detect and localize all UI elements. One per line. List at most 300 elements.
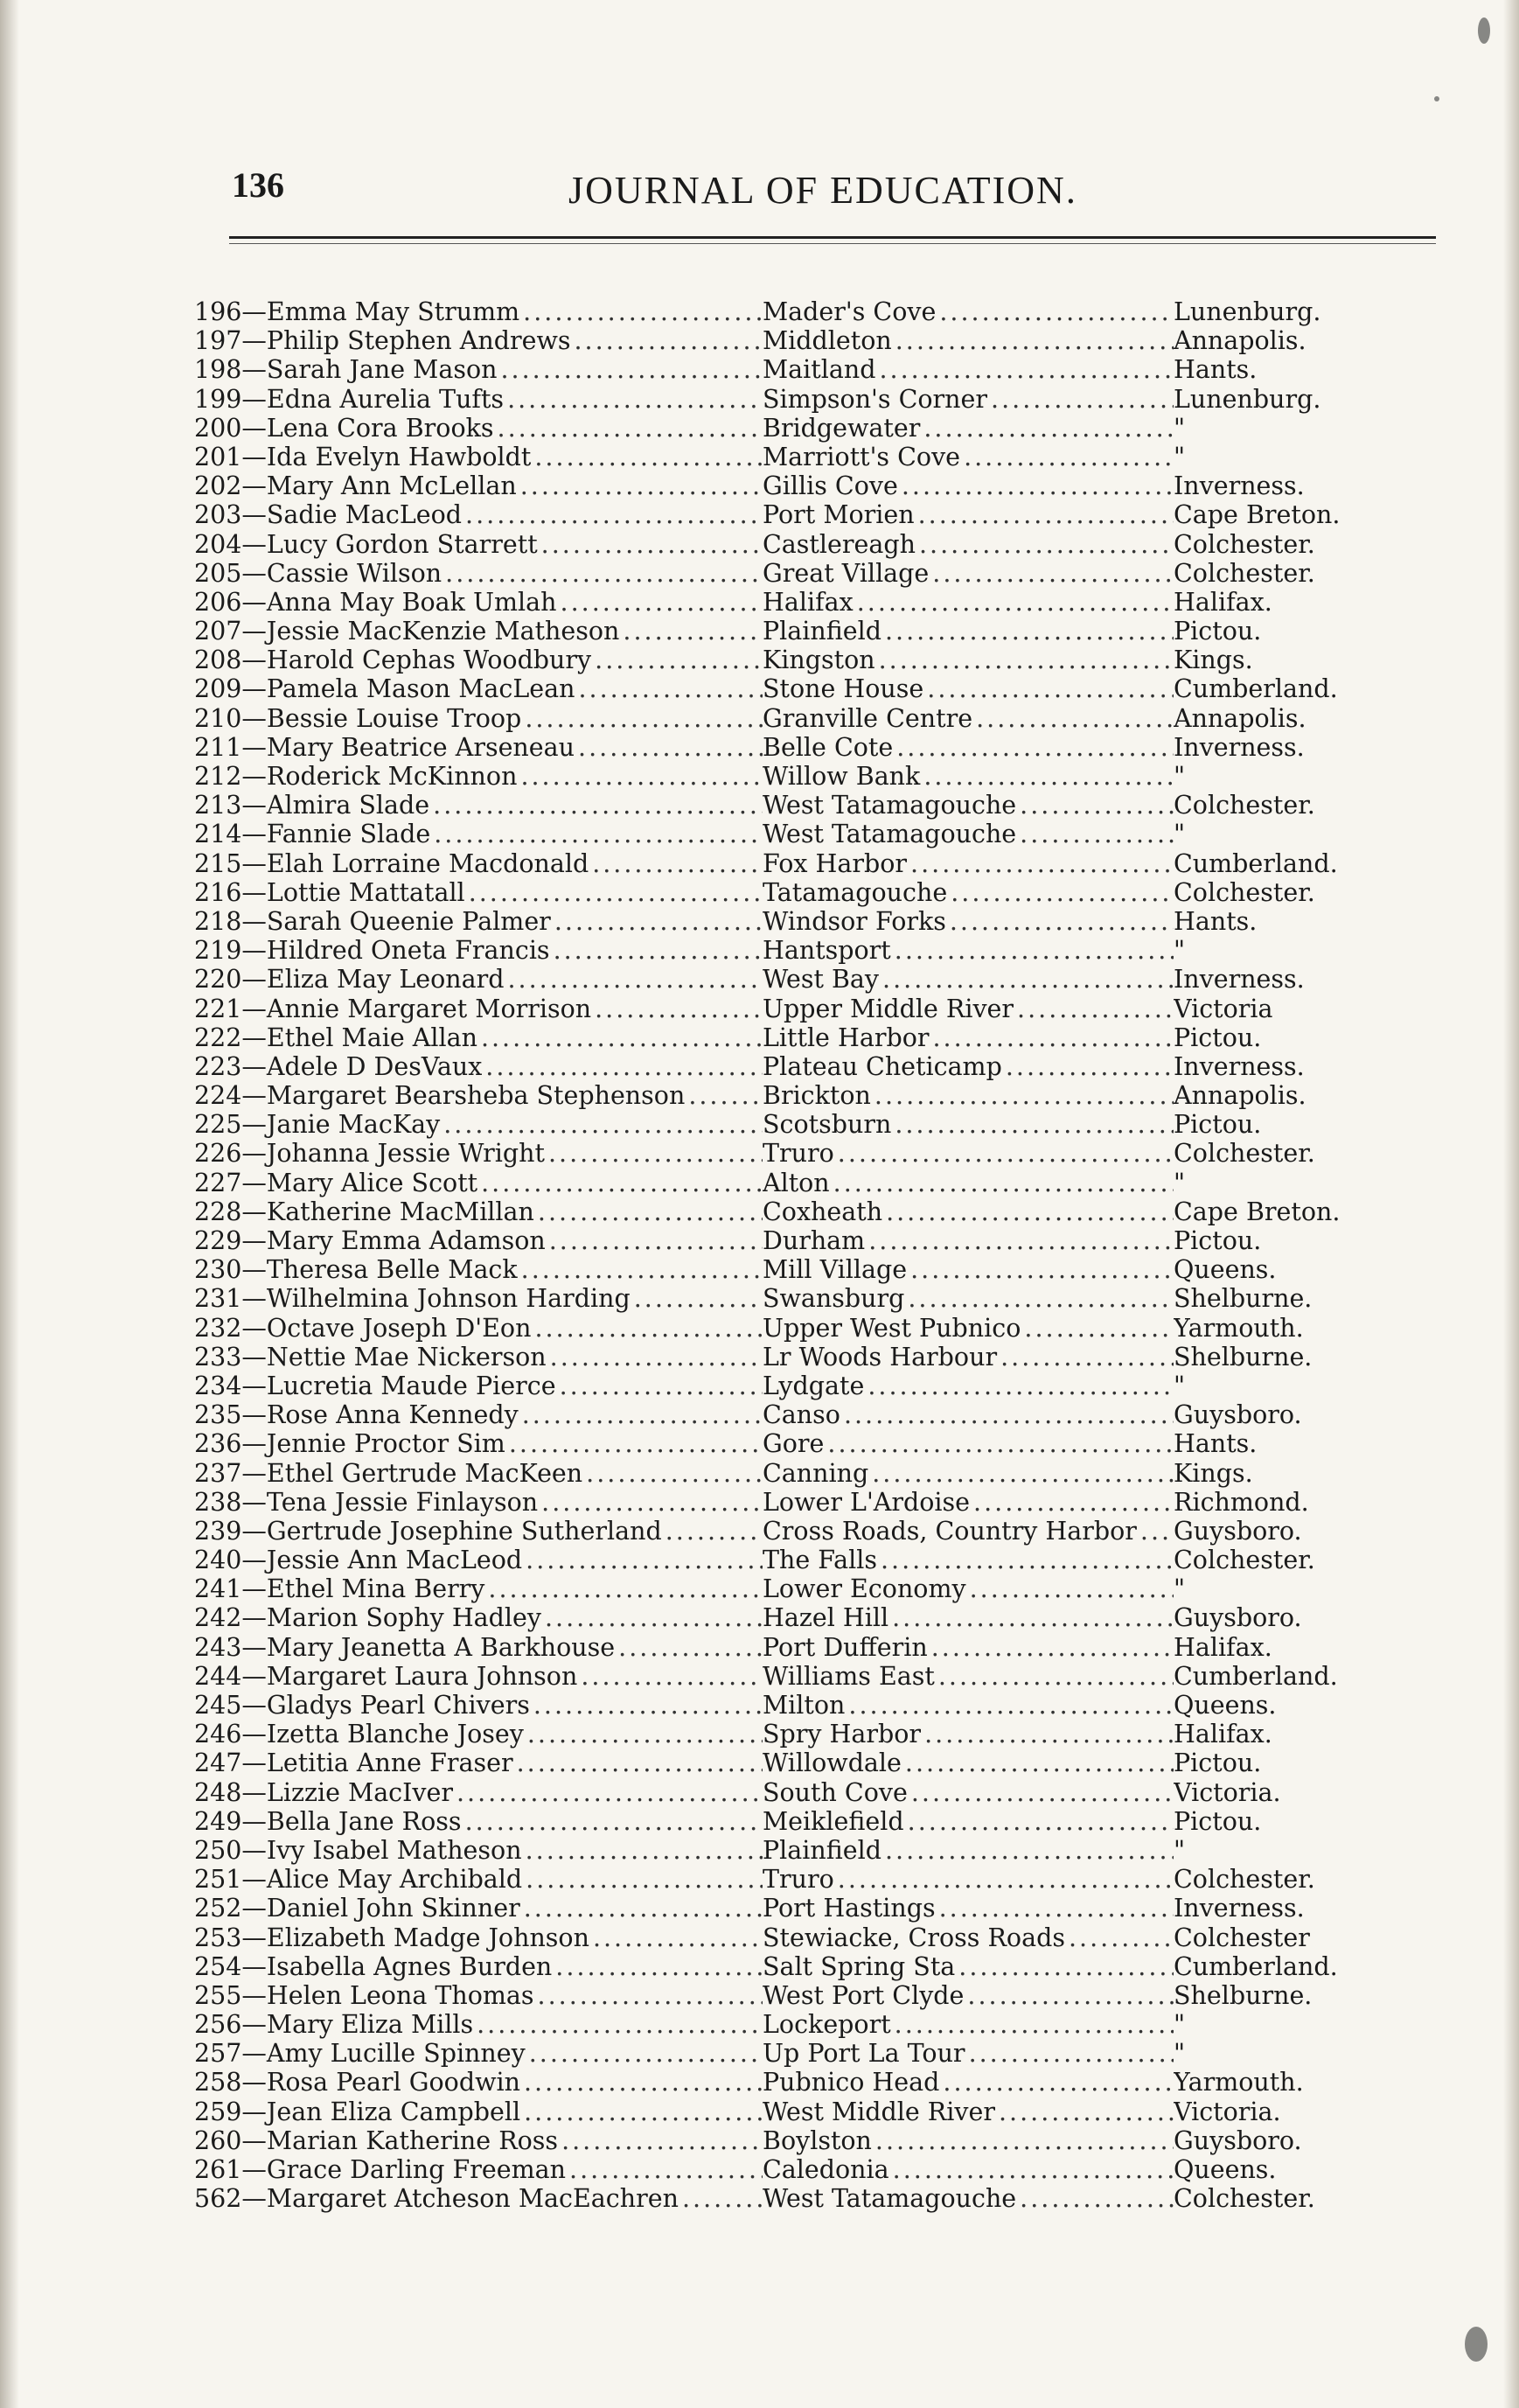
entry-name-cell	[194, 559, 763, 588]
entry-name: 227—Mary Alice Scott	[194, 1168, 478, 1197]
entry-name: 223—Adele D DesVaux	[194, 1051, 483, 1081]
list-item	[194, 2155, 1401, 2184]
entry-place: Caledonia	[763, 2155, 889, 2184]
entry-name-cell	[194, 588, 763, 617]
entry-place-cell	[763, 414, 1174, 443]
entry-county: Richmond.	[1174, 1487, 1309, 1517]
entry-name-cell	[194, 704, 763, 733]
entry-name: 259—Jean Eliza Campbell	[194, 2097, 521, 2126]
entry-name-cell	[194, 733, 763, 762]
entry-place: Gillis Cove	[763, 471, 898, 501]
entry-county: Guysboro.	[1174, 1603, 1302, 1633]
leader-dots	[534, 443, 763, 471]
leader-dots	[529, 2039, 763, 2068]
entry-place: Meiklefield	[763, 1806, 904, 1836]
entry-place-cell	[763, 1952, 1174, 1981]
entry-county: Hants.	[1174, 1429, 1258, 1459]
entry-place-cell	[763, 1169, 1174, 1197]
leader-dots	[895, 1110, 1174, 1139]
entry-county: Queens.	[1174, 1691, 1277, 1720]
entry-place: Salt Spring Sta	[763, 1951, 956, 1981]
leader-dots	[868, 1372, 1174, 1400]
entry-name: 254—Isabella Agnes Burden	[194, 1951, 553, 1981]
entry-county: Colchester.	[1174, 1865, 1315, 1895]
entry-name-cell	[194, 1807, 763, 1836]
entry-name: 199—Edna Aurelia Tufts	[194, 384, 505, 414]
entry-place: Tatamagouche	[763, 877, 948, 907]
list-item	[194, 1255, 1401, 1284]
entry-place-cell	[763, 2126, 1174, 2155]
entry-name-cell	[194, 1981, 763, 2010]
entry-name-cell	[194, 1081, 763, 1110]
list-item	[194, 995, 1401, 1023]
entry-place: Port Morien	[763, 500, 915, 530]
leader-dots	[520, 762, 763, 791]
list-item	[194, 1429, 1401, 1458]
list-item	[194, 1343, 1401, 1372]
entry-name: 255—Helen Leona Thomas	[194, 1980, 534, 2010]
entry-name-cell	[194, 443, 763, 471]
leader-dots	[592, 849, 763, 878]
leader-dots	[1024, 1314, 1174, 1343]
entry-name: 239—Gertrude Josephine Sutherland	[194, 1516, 662, 1546]
list-item	[194, 588, 1401, 617]
entry-name: 196—Emma May Strumm	[194, 297, 520, 326]
entry-name-cell	[194, 2068, 763, 2097]
page-number: 136	[232, 165, 284, 205]
entry-name: 244—Margaret Laura Johnson	[194, 1661, 578, 1691]
entry-name-cell	[194, 530, 763, 559]
leader-dots	[465, 1807, 763, 1836]
entry-county: Pictou.	[1174, 1226, 1262, 1255]
entry-name-cell	[194, 820, 763, 848]
leader-dots	[541, 530, 763, 559]
entry-name: 211—Mary Beatrice Arseneau	[194, 732, 575, 762]
entry-county: Yarmouth.	[1174, 2068, 1304, 2097]
entry-name-cell	[194, 617, 763, 646]
entry-place-cell	[763, 1748, 1174, 1777]
entry-name: 212—Roderick McKinnon	[194, 762, 518, 791]
entry-name: 241—Ethel Mina Berry	[194, 1574, 485, 1604]
entry-place: West Port Clyde	[763, 1980, 965, 2010]
leader-dots	[538, 1197, 763, 1226]
entry-name-cell	[194, 1488, 763, 1517]
entry-place-cell	[763, 791, 1174, 820]
list-item	[194, 1574, 1401, 1603]
list-item	[194, 1139, 1401, 1168]
entry-place: Lockeport	[763, 2010, 891, 2040]
list-item	[194, 297, 1401, 326]
entry-county: Queens.	[1174, 1255, 1277, 1285]
leader-dots	[879, 646, 1174, 674]
leader-dots	[526, 1865, 763, 1894]
entry-place: Upper West Pubnico	[763, 1313, 1021, 1343]
entry-name: 229—Mary Emma Adamson	[194, 1226, 546, 1255]
list-item	[194, 1081, 1401, 1110]
entry-place: Plateau Cheticamp	[763, 1051, 1002, 1081]
entry-place: Spry Harbor	[763, 1720, 922, 1749]
entry-name: 203—Sadie MacLeod	[194, 500, 463, 530]
list-item	[194, 1517, 1401, 1546]
entry-county: Shelburne.	[1174, 1980, 1313, 2010]
list-item	[194, 1226, 1401, 1255]
entry-place: Marriott's Cove	[763, 442, 961, 471]
entry-place-cell	[763, 762, 1174, 791]
entry-name-cell	[194, 2155, 763, 2184]
leader-dots	[892, 1603, 1174, 1632]
entry-name: 233—Nettie Mae Nickerson	[194, 1342, 547, 1372]
leader-dots	[575, 326, 763, 355]
entry-place-cell	[763, 1981, 1174, 2010]
entry-place-cell	[763, 530, 1174, 559]
entry-place: Lr Woods Harbour	[763, 1342, 998, 1372]
entry-county: Hants.	[1174, 906, 1258, 936]
entry-place-cell	[763, 820, 1174, 848]
entry-name: 226—Johanna Jessie Wright	[194, 1139, 545, 1169]
entry-name: 201—Ida Evelyn Hawboldt	[194, 442, 532, 471]
leader-dots	[943, 2068, 1174, 2097]
entry-name: 228—Katherine MacMillan	[194, 1197, 534, 1226]
entry-county: Colchester.	[1174, 791, 1315, 820]
entry-county: Inverness.	[1174, 965, 1305, 995]
entry-place-cell	[763, 849, 1174, 878]
leader-dots	[838, 1139, 1174, 1168]
leader-dots	[999, 2097, 1174, 2126]
entry-name-cell	[194, 1314, 763, 1343]
leader-dots	[964, 443, 1174, 471]
leader-dots	[569, 2155, 763, 2184]
entry-place: Plainfield	[763, 617, 881, 646]
entry-name-cell	[194, 1372, 763, 1400]
entry-place: Simpson's Corner	[763, 384, 988, 414]
entry-place: South Cove	[763, 1777, 908, 1807]
entry-place-cell	[763, 2039, 1174, 2068]
leader-dots	[902, 471, 1174, 500]
entry-name-cell	[194, 1778, 763, 1807]
entry-county: Victoria.	[1174, 2097, 1281, 2126]
ink-speck	[1465, 2327, 1488, 2362]
leader-dots	[533, 1691, 763, 1720]
entry-name-cell	[194, 995, 763, 1023]
leader-dots	[874, 1081, 1174, 1110]
entry-name: 249—Bella Jane Ross	[194, 1806, 462, 1836]
entry-place-cell	[763, 1517, 1174, 1546]
leader-dots	[1140, 1517, 1174, 1546]
entry-name-cell	[194, 1633, 763, 1662]
leader-dots	[595, 646, 763, 674]
entry-place-cell	[763, 1574, 1174, 1603]
entry-place-cell	[763, 2155, 1174, 2184]
entry-name: 258—Rosa Pearl Goodwin	[194, 2068, 520, 2097]
entry-name-cell	[194, 1517, 763, 1546]
entry-county: Colchester.	[1174, 1139, 1315, 1169]
entry-county: Annapolis.	[1174, 703, 1306, 733]
entry-place: Truro	[763, 1139, 834, 1169]
entry-name-cell	[194, 1662, 763, 1691]
leader-dots	[910, 1255, 1174, 1284]
entry-place-cell	[763, 1197, 1174, 1226]
entry-name-cell	[194, 1952, 763, 1981]
leader-dots	[1020, 820, 1174, 848]
entry-county: "	[1174, 1371, 1186, 1400]
entry-place: Plainfield	[763, 1835, 881, 1865]
entry-name: 238—Tena Jessie Finlayson	[194, 1487, 539, 1517]
entry-place: Canso	[763, 1400, 840, 1430]
leader-dots	[481, 1169, 763, 1197]
leader-dots	[469, 878, 763, 907]
entry-name-cell	[194, 1865, 763, 1894]
entry-place-cell	[763, 1081, 1174, 1110]
leader-dots	[550, 1343, 763, 1372]
list-item	[194, 443, 1401, 471]
leader-dots	[857, 588, 1174, 617]
list-item	[194, 617, 1401, 646]
entry-place-cell	[763, 588, 1174, 617]
leader-dots	[560, 1372, 763, 1400]
entry-place: Bridgewater	[763, 413, 921, 443]
entry-name: 222—Ethel Maie Allan	[194, 1023, 477, 1052]
entry-name-cell	[194, 791, 763, 820]
entry-place-cell	[763, 1052, 1174, 1081]
leader-dots	[578, 733, 763, 762]
entry-name: 197—Philip Stephen Andrews	[194, 326, 571, 356]
leader-dots	[555, 1952, 763, 1981]
entry-name: 235—Rose Anna Kennedy	[194, 1400, 519, 1430]
entry-name: 246—Izetta Blanche Josey	[194, 1720, 524, 1749]
entry-name-cell	[194, 2126, 763, 2155]
entry-place: Pubnico Head	[763, 2068, 940, 2097]
entry-place-cell	[763, 559, 1174, 588]
entry-county: Cumberland.	[1174, 674, 1338, 704]
list-item	[194, 385, 1401, 414]
entry-place: Truro	[763, 1865, 834, 1895]
list-item	[194, 1110, 1401, 1139]
entry-name: 245—Gladys Pearl Chivers	[194, 1691, 530, 1720]
ink-speck	[1478, 17, 1490, 44]
entry-place-cell	[763, 1603, 1174, 1632]
list-item	[194, 1633, 1401, 1662]
entry-place: West Middle River	[763, 2097, 995, 2126]
entry-place-cell	[763, 1372, 1174, 1400]
entry-place-cell	[763, 1429, 1174, 1458]
entry-name: 209—Pamela Mason MacLean	[194, 674, 575, 704]
entry-place: Kingston	[763, 646, 875, 675]
list-item	[194, 1923, 1401, 1952]
list-item	[194, 355, 1401, 384]
entry-place-cell	[763, 1691, 1174, 1720]
list-item	[194, 1052, 1401, 1081]
entry-place-cell	[763, 733, 1174, 762]
entry-name: 204—Lucy Gordon Starrett	[194, 529, 538, 559]
leader-dots	[833, 1169, 1174, 1197]
leader-dots	[895, 936, 1174, 965]
leader-dots	[908, 1284, 1174, 1313]
list-item	[194, 2184, 1401, 2213]
entry-name-cell	[194, 1720, 763, 1748]
entry-place-cell	[763, 674, 1174, 703]
entry-name-cell	[194, 1255, 763, 1284]
list-item	[194, 791, 1401, 820]
list-item	[194, 704, 1401, 733]
entry-name-cell	[194, 1197, 763, 1226]
leader-dots	[526, 1546, 763, 1574]
entry-name-cell	[194, 1894, 763, 1923]
leader-dots	[481, 1023, 763, 1052]
entry-place: Scotsburn	[763, 1110, 892, 1140]
leader-dots	[939, 297, 1174, 326]
list-item	[194, 530, 1401, 559]
entry-name-cell	[194, 1023, 763, 1052]
entry-county: "	[1174, 442, 1186, 471]
entry-name-cell	[194, 878, 763, 907]
entry-county: Guysboro.	[1174, 2125, 1302, 2155]
leader-dots	[879, 355, 1174, 384]
list-item	[194, 2010, 1401, 2039]
entry-name: 236—Jennie Proctor Sim	[194, 1429, 505, 1459]
leader-dots	[545, 1603, 763, 1632]
leader-dots	[885, 617, 1174, 646]
entry-name-cell	[194, 2010, 763, 2039]
entry-place: Castlereagh	[763, 529, 916, 559]
entry-place: Port Dufferin	[763, 1632, 928, 1662]
leader-dots	[939, 1894, 1174, 1923]
entry-name-cell	[194, 1748, 763, 1777]
leader-dots	[923, 414, 1174, 443]
list-item	[194, 2126, 1401, 2155]
leader-dots	[872, 1459, 1174, 1488]
leader-dots	[488, 1574, 763, 1603]
entry-place-cell	[763, 2097, 1174, 2126]
entry-name: 198—Sarah Jane Mason	[194, 355, 498, 385]
page-header	[232, 157, 1386, 219]
list-item	[194, 471, 1401, 500]
entry-place: West Tatamagouche	[763, 2184, 1017, 2214]
entry-county: Kings.	[1174, 646, 1253, 675]
leader-dots	[477, 2010, 763, 2039]
leader-dots	[882, 965, 1174, 994]
leader-dots	[498, 414, 763, 443]
entry-name: 243—Mary Jeanetta A Barkhouse	[194, 1632, 616, 1662]
entry-name: 206—Anna May Boak Umlah	[194, 587, 557, 617]
list-item	[194, 674, 1401, 703]
entry-county: Lunenburg.	[1174, 384, 1321, 414]
leader-dots	[634, 1284, 763, 1313]
leader-dots	[534, 1314, 763, 1343]
entry-county: Colchester	[1174, 1923, 1310, 1952]
entry-county: Inverness.	[1174, 471, 1305, 501]
entry-county: Pictou.	[1174, 1023, 1262, 1052]
entry-name-cell	[194, 1459, 763, 1488]
entry-county: Pictou.	[1174, 1748, 1262, 1778]
entry-name: 247—Letitia Anne Fraser	[194, 1748, 513, 1778]
entry-name: 240—Jessie Ann MacLeod	[194, 1546, 523, 1575]
leader-dots	[507, 385, 763, 414]
leader-dots	[561, 588, 763, 617]
entry-county: "	[1174, 2039, 1186, 2069]
leader-dots	[868, 1226, 1174, 1255]
entry-place: Milton	[763, 1691, 846, 1720]
leader-dots	[1017, 995, 1174, 1023]
entry-place: Windsor Forks	[763, 906, 946, 936]
entry-name-cell	[194, 1284, 763, 1313]
ink-speck	[1434, 96, 1439, 101]
leader-dots	[527, 1720, 763, 1748]
leader-dots	[973, 1488, 1174, 1517]
entry-name-cell	[194, 762, 763, 791]
entry-name: 216—Lottie Mattatall	[194, 877, 465, 907]
entry-place: Willowdale	[763, 1748, 902, 1778]
entry-name-cell	[194, 907, 763, 936]
leader-dots	[554, 936, 763, 965]
binding-shadow-left	[0, 0, 19, 2408]
entry-county: Victoria.	[1174, 1777, 1281, 1807]
list-item	[194, 1284, 1401, 1313]
entry-place-cell	[763, 1633, 1174, 1662]
leader-dots	[923, 762, 1174, 791]
entry-name-cell	[194, 1052, 763, 1081]
entry-place-cell	[763, 1314, 1174, 1343]
leader-dots	[875, 2126, 1174, 2155]
entry-place: Mader's Cove	[763, 297, 937, 326]
list-item	[194, 1836, 1401, 1865]
entry-county: "	[1174, 1574, 1186, 1604]
leader-dots	[561, 2126, 763, 2155]
entry-name-cell	[194, 1691, 763, 1720]
entry-place: West Bay	[763, 965, 880, 995]
entry-name-cell	[194, 414, 763, 443]
leader-dots	[521, 1255, 763, 1284]
leader-dots	[905, 1748, 1174, 1777]
entry-name: 237—Ethel Gertrude MacKeen	[194, 1458, 583, 1488]
list-item	[194, 1748, 1401, 1777]
entry-county: Colchester.	[1174, 558, 1315, 588]
entry-name: 218—Sarah Queenie Palmer	[194, 906, 551, 936]
leader-dots	[485, 1052, 763, 1081]
entry-county: Shelburne.	[1174, 1284, 1313, 1314]
entry-place-cell	[763, 1110, 1174, 1139]
entry-name-cell	[194, 1169, 763, 1197]
entry-place: Brickton	[763, 1081, 871, 1111]
entry-county: Colchester.	[1174, 1546, 1315, 1575]
list-item	[194, 1662, 1401, 1691]
list-item	[194, 1603, 1401, 1632]
leader-dots	[991, 385, 1174, 414]
entry-place-cell	[763, 646, 1174, 674]
entry-county: "	[1174, 2010, 1186, 2040]
entry-name-cell	[194, 936, 763, 965]
leader-dots	[523, 297, 763, 326]
entry-county: Halifax.	[1174, 1720, 1272, 1749]
entry-place-cell	[763, 878, 1174, 907]
entry-name-cell	[194, 1226, 763, 1255]
leader-dots	[525, 704, 763, 733]
list-item	[194, 1400, 1401, 1429]
entry-place: Lower Economy	[763, 1574, 966, 1604]
list-item	[194, 907, 1401, 936]
leader-dots	[554, 907, 763, 936]
entry-name: 224—Margaret Bearsheba Stephenson	[194, 1081, 686, 1111]
list-item	[194, 2039, 1401, 2068]
list-item	[194, 965, 1401, 994]
leader-dots	[896, 733, 1174, 762]
entry-name-cell	[194, 385, 763, 414]
leader-dots	[848, 1691, 1174, 1720]
entry-place-cell	[763, 704, 1174, 733]
entry-name: 219—Hildred Oneta Francis	[194, 936, 550, 966]
list-item	[194, 1807, 1401, 1836]
entry-name-cell	[194, 1836, 763, 1865]
entry-place-cell	[763, 500, 1174, 529]
